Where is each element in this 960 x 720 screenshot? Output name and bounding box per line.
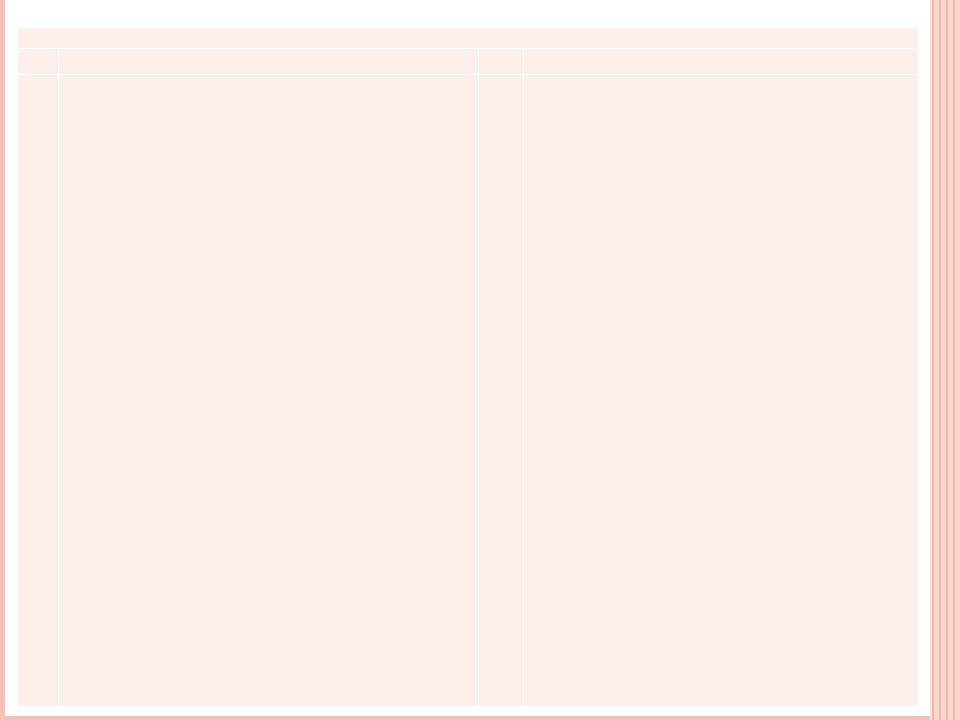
table-title (18, 28, 918, 49)
slide-border-left (0, 0, 5, 720)
column-divider (478, 48, 479, 706)
decorative-stripes (930, 0, 960, 720)
header-desc-right (524, 48, 918, 74)
header-cod-left (18, 48, 61, 74)
header-desc-left (59, 48, 479, 74)
slide-border-bottom (0, 716, 930, 720)
column-divider (523, 48, 524, 706)
header-cod-right (479, 48, 526, 74)
occupation-table (18, 28, 918, 706)
column-divider (58, 48, 59, 706)
header-row (18, 48, 918, 75)
